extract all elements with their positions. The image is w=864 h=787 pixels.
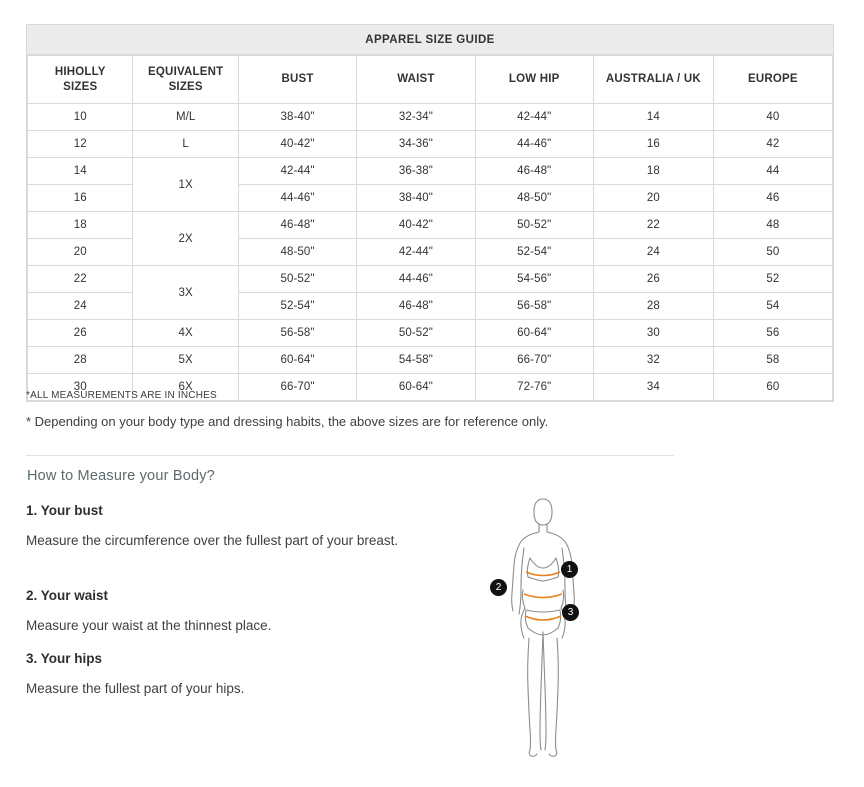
column-header-bust: BUST: [238, 56, 356, 104]
cell-europe: 46: [713, 185, 832, 212]
cell-waist: 46-48": [357, 293, 475, 320]
cell-europe: 42: [713, 131, 832, 158]
measure-step-waist: [26, 588, 456, 636]
cell-europe: 54: [713, 293, 832, 320]
note-measurements-inches: *ALL MEASUREMENTS ARE IN INCHES: [26, 390, 217, 401]
cell-australia-uk: 24: [593, 239, 713, 266]
cell-europe: 56: [713, 320, 832, 347]
cell-bust: 38-40": [238, 104, 356, 131]
cell-low-hip: 60-64": [475, 320, 593, 347]
cell-europe: 40: [713, 104, 832, 131]
cell-waist: 50-52": [357, 320, 475, 347]
cell-bust: 48-50": [238, 239, 356, 266]
column-header-europe: EUROPE: [713, 56, 832, 104]
cell-waist: 42-44": [357, 239, 475, 266]
cell-europe: 60: [713, 374, 832, 401]
cell-low-hip: 50-52": [475, 212, 593, 239]
measure-step-body: Measure the fullest part of your hips.: [26, 681, 245, 696]
column-header-hiholly-sizes: [28, 56, 133, 104]
table-row: [28, 212, 833, 239]
table-caption: APPAREL SIZE GUIDE: [27, 25, 833, 55]
column-header-equivalent-sizes: [133, 56, 238, 104]
header-line-1: HIHOLLY: [54, 66, 106, 78]
cell-equivalent-size: 2X: [133, 212, 238, 266]
cell-hiholly-size: 16: [28, 185, 133, 212]
cell-bust: 52-54": [238, 293, 356, 320]
cell-waist: 44-46": [357, 266, 475, 293]
cell-low-hip: 54-56": [475, 266, 593, 293]
cell-australia-uk: 20: [593, 185, 713, 212]
badge-hips-marker: 3: [562, 604, 579, 621]
cell-waist: 60-64": [357, 374, 475, 401]
measure-step-bust: [26, 503, 456, 551]
cell-bust: 60-64": [238, 347, 356, 374]
cell-bust: 46-48": [238, 212, 356, 239]
cell-bust: 50-52": [238, 266, 356, 293]
cell-hiholly-size: 24: [28, 293, 133, 320]
cell-australia-uk: 30: [593, 320, 713, 347]
cell-bust: 40-42": [238, 131, 356, 158]
cell-australia-uk: 18: [593, 158, 713, 185]
cell-equivalent-size: 6X: [133, 374, 238, 401]
cell-europe: 50: [713, 239, 832, 266]
cell-low-hip: 52-54": [475, 239, 593, 266]
cell-low-hip: 46-48": [475, 158, 593, 185]
cell-australia-uk: 34: [593, 374, 713, 401]
note-reference-only: * Depending on your body type and dressing habits, the above sizes are for reference only.: [26, 414, 549, 429]
cell-hiholly-size: 26: [28, 320, 133, 347]
cell-hiholly-size: 22: [28, 266, 133, 293]
body-figure-illustration: [468, 492, 618, 762]
cell-equivalent-size: 3X: [133, 266, 238, 320]
cell-waist: 40-42": [357, 212, 475, 239]
cell-bust: 44-46": [238, 185, 356, 212]
table-body: [28, 104, 833, 401]
cell-bust: 56-58": [238, 320, 356, 347]
cell-australia-uk: 32: [593, 347, 713, 374]
how-to-measure-title: How to Measure your Body?: [27, 468, 215, 484]
size-guide-table: [27, 25, 833, 401]
cell-equivalent-size: 5X: [133, 347, 238, 374]
column-header-low-hip: LOW HIP: [475, 56, 593, 104]
measure-step-hips: [26, 651, 456, 699]
column-header-australia-uk: AUSTRALIA / UK: [593, 56, 713, 104]
header-line-1: EQUIVALENT: [148, 66, 224, 78]
cell-hiholly-size: 18: [28, 212, 133, 239]
cell-hiholly-size: 28: [28, 347, 133, 374]
cell-bust: 42-44": [238, 158, 356, 185]
table-row: [28, 158, 833, 185]
cell-equivalent-size: L: [133, 131, 238, 158]
cell-australia-uk: 28: [593, 293, 713, 320]
cell-waist: 32-34": [357, 104, 475, 131]
badge-bust-marker: 1: [561, 561, 578, 578]
measure-step-body: Measure your waist at the thinnest place.: [26, 618, 272, 633]
cell-australia-uk: 22: [593, 212, 713, 239]
cell-equivalent-size: M/L: [133, 104, 238, 131]
measure-step-heading: 1. Your bust: [26, 503, 103, 518]
table-row: [28, 104, 833, 131]
header-line-2: SIZES: [168, 80, 203, 93]
cell-hiholly-size: 14: [28, 158, 133, 185]
cell-low-hip: 66-70": [475, 347, 593, 374]
measure-step-heading: 3. Your hips: [26, 651, 103, 666]
cell-australia-uk: 14: [593, 104, 713, 131]
size-guide-table-wrap: [26, 24, 834, 402]
cell-australia-uk: 16: [593, 131, 713, 158]
column-header-waist: WAIST: [357, 56, 475, 104]
table-row: [28, 131, 833, 158]
cell-europe: 52: [713, 266, 832, 293]
cell-waist: 36-38": [357, 158, 475, 185]
cell-australia-uk: 26: [593, 266, 713, 293]
cell-hiholly-size: 20: [28, 239, 133, 266]
table-row: [28, 320, 833, 347]
header-line-2: SIZES: [63, 80, 98, 93]
cell-equivalent-size: 1X: [133, 158, 238, 212]
badge-waist-marker: 2: [490, 579, 507, 596]
measure-step-heading: 2. Your waist: [26, 588, 109, 603]
cell-waist: 38-40": [357, 185, 475, 212]
cell-bust: 66-70": [238, 374, 356, 401]
table-head: [28, 56, 833, 104]
cell-low-hip: 44-46": [475, 131, 593, 158]
cell-hiholly-size: 12: [28, 131, 133, 158]
cell-europe: 44: [713, 158, 832, 185]
cell-low-hip: 48-50": [475, 185, 593, 212]
table-header-row: [28, 56, 833, 104]
section-divider: [26, 455, 674, 456]
cell-equivalent-size: 4X: [133, 320, 238, 347]
cell-europe: 48: [713, 212, 832, 239]
cell-low-hip: 42-44": [475, 104, 593, 131]
measure-step-body: Measure the circumference over the fullest part of your breast.: [26, 533, 399, 548]
cell-hiholly-size: 30: [28, 374, 133, 401]
cell-low-hip: 72-76": [475, 374, 593, 401]
cell-waist: 34-36": [357, 131, 475, 158]
cell-hiholly-size: 10: [28, 104, 133, 131]
table-row: [28, 347, 833, 374]
table-row: [28, 266, 833, 293]
cell-europe: 58: [713, 347, 832, 374]
cell-low-hip: 56-58": [475, 293, 593, 320]
cell-waist: 54-58": [357, 347, 475, 374]
